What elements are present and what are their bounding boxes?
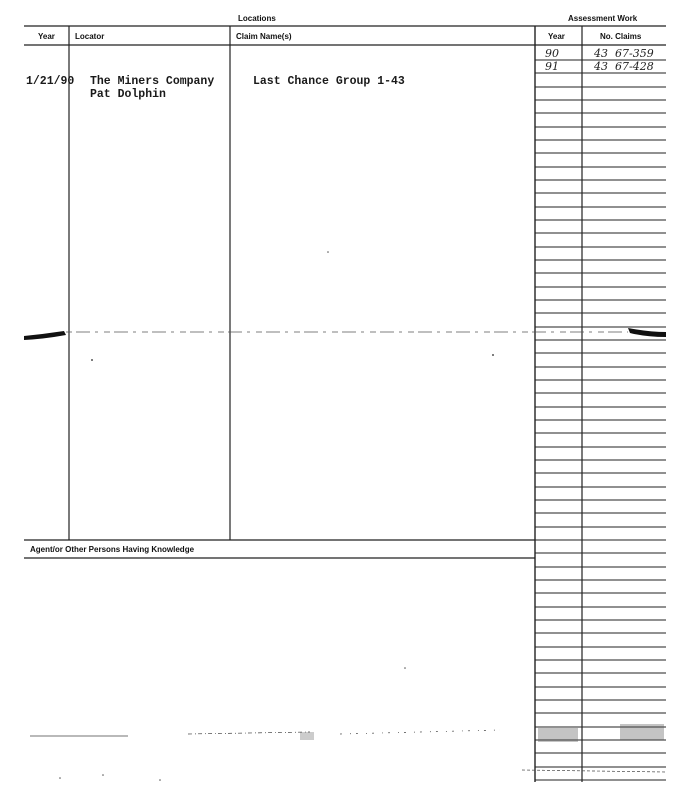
assessment-year-1: 90 [545,47,559,60]
assessment-year-2: 91 [545,60,559,73]
locator-name-2: Pat Dolphin [90,88,166,101]
assessment-work-heading: Assessment Work [568,14,638,23]
locator-column-header: Locator [75,32,105,41]
claim-names-column-header: Claim Name(s) [236,32,292,41]
assessment-claims-1: 43 67-359 [594,47,654,60]
scan-speckle [59,251,664,781]
binder-mark-right [628,328,666,337]
location-year: 1/21/90 [26,75,75,88]
locator-name-1: The Miners Company [90,75,215,88]
no-claims-header: No. Claims [600,32,642,41]
assessment-claims-2: 43 67-428 [594,60,654,73]
assessment-row-lines [535,60,666,780]
locations-heading: Locations [238,14,276,23]
claim-name: Last Chance Group 1-43 [253,75,405,88]
agent-section-heading: Agent/or Other Persons Having Knowledge [30,545,195,554]
binder-mark-left [24,331,66,340]
year-column-header: Year [38,32,55,41]
assessment-year-header: Year [548,32,565,41]
